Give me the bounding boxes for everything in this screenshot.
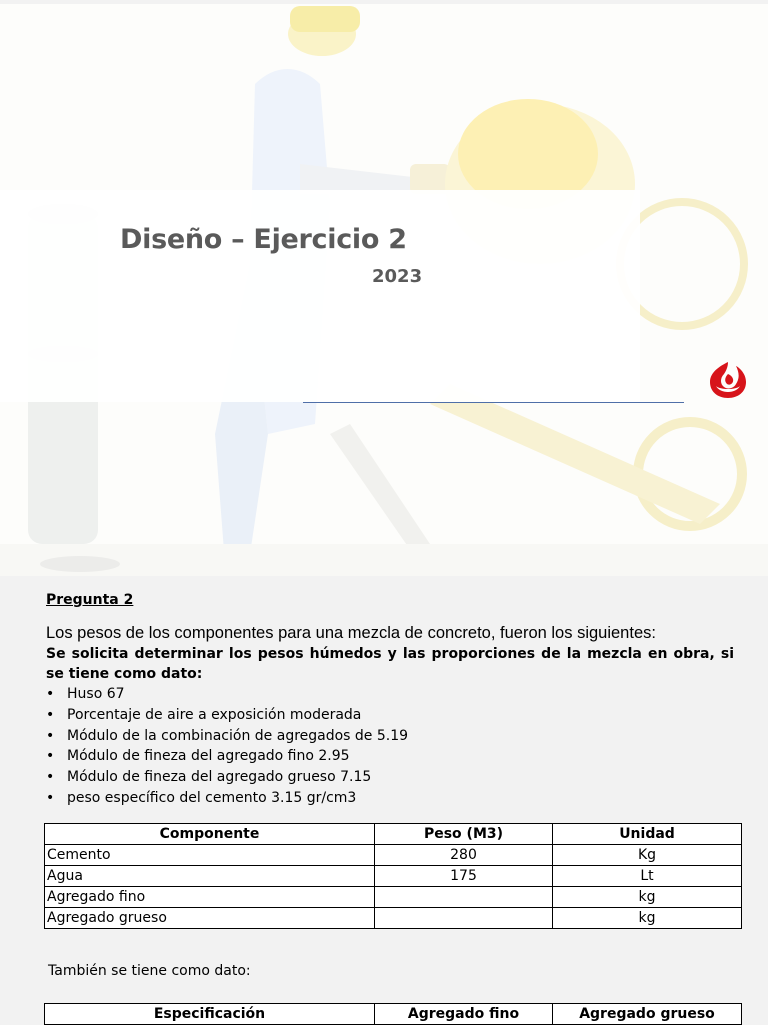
slide-title: Diseño – Ejercicio 2 [120,224,407,255]
also-given-label: También se tiene como dato: [48,963,251,979]
table-cell: Lt [553,866,742,887]
table-header-row [45,1004,742,1025]
table-cell: 280 [375,845,553,866]
bullet-item: • Porcentaje de aire a exposición moderada [46,705,408,726]
bullet-item: • Módulo de fineza del agregado fino 2.95 [46,746,408,767]
bullet-item: • peso específico del cemento 3.15 gr/cm3 [46,788,408,809]
table-cell: Agregado grueso [45,908,375,929]
table-row [45,908,742,929]
title-slide [0,4,768,576]
request-text: Se solicita determinar los pesos húmedos y las proporciones de la mezcla en obra, si se tiene como dato: [46,646,734,682]
title-panel [0,190,640,402]
table-cell: kg [553,908,742,929]
header-cell: Componente [45,824,375,845]
header-cell: Especificación [45,1004,375,1025]
table-row [45,845,742,866]
slide-year: 2023 [372,266,423,287]
table-cell: kg [553,887,742,908]
table-row [45,866,742,887]
header-cell: Agregado grueso [553,1004,742,1025]
header-cell: Unidad [553,824,742,845]
bullet-item: • Módulo de fineza del agregado grueso 7.15 [46,767,408,788]
question-title: Pregunta 2 [46,592,134,608]
table-row [45,887,742,908]
bullet-item: • Huso 67 [46,684,408,705]
upc-flame-logo-icon [706,360,750,400]
table-cell: Cemento [45,845,375,866]
table-cell: Kg [553,845,742,866]
table-cell: 175 [375,866,553,887]
table-header-row [45,824,742,845]
data-bullet-list [46,684,408,809]
title-underline [303,402,684,403]
components-table [44,823,742,929]
header-cell: Peso (M3) [375,824,553,845]
specification-table [44,1003,742,1025]
header-cell: Agregado fino [375,1004,553,1025]
intro-text: Los pesos de los componentes para una mezcla de concreto, fueron los siguientes: [46,624,656,642]
table-cell [375,887,553,908]
question-slide [0,576,768,1024]
bullet-item: • Módulo de la combinación de agregados de 5.19 [46,726,408,747]
table-cell [375,908,553,929]
table-cell: Agregado fino [45,887,375,908]
table-cell: Agua [45,866,375,887]
